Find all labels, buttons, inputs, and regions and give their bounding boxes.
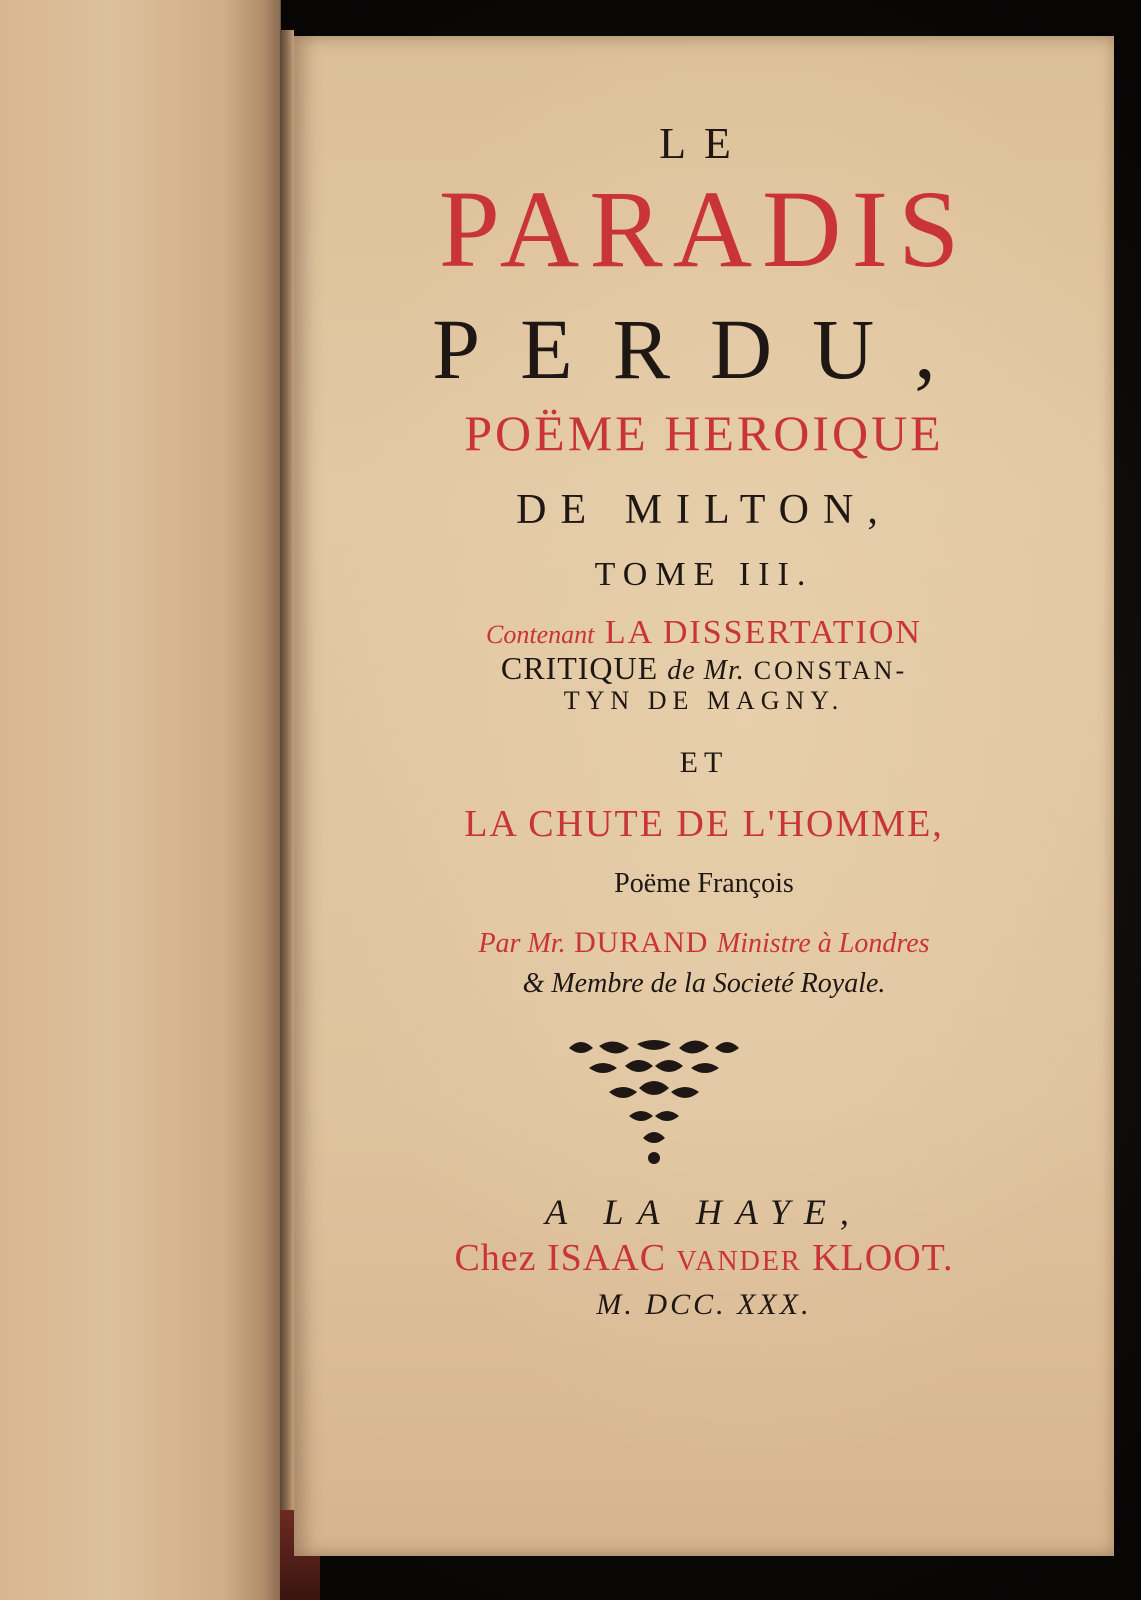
date-line: M. DCC. XXX.	[596, 1288, 812, 1321]
title-paradis: PARADIS	[438, 168, 970, 290]
par-line	[294, 926, 1114, 960]
critique-de: de Mr.	[667, 655, 745, 686]
et-line: ET	[679, 746, 729, 779]
left-page	[0, 0, 281, 1600]
par-mr: Par Mr.	[478, 928, 566, 959]
subtitle-poeme-heroique: POËME HEROIQUE	[464, 405, 944, 461]
kloot-text: KLOOT.	[812, 1237, 954, 1279]
place-line: A LA HAYE,	[545, 1192, 863, 1232]
title-perdu: PERDU,	[432, 301, 976, 397]
critique-main: CRITIQUE	[500, 650, 659, 686]
printers-ornament-icon	[559, 1036, 749, 1166]
title-le: LE	[659, 119, 749, 168]
tyn-line: TYN DE MAGNY.	[563, 686, 845, 715]
publisher-line	[294, 1236, 1114, 1280]
chez-text: Chez	[454, 1237, 537, 1279]
author-line: DE MILTON,	[516, 487, 892, 533]
poeme-francois-line: Poëme François	[614, 868, 794, 899]
chute-line: LA CHUTE DE L'HOMME,	[464, 803, 944, 845]
title-page	[294, 36, 1114, 1556]
durand-name: DURAND	[574, 926, 709, 959]
volume-line: TOME III.	[594, 556, 814, 593]
critique-line	[294, 650, 1114, 687]
contents-line	[294, 614, 1114, 652]
contenant-prefix: Contenant	[486, 620, 595, 649]
isaac-text: ISAAC	[547, 1237, 667, 1279]
contenant-main: LA DISSERTATION	[604, 614, 922, 651]
vander-text: VANDER	[676, 1246, 802, 1277]
ministre-text: Ministre à Londres	[716, 928, 930, 959]
critique-name: CONSTAN-	[753, 656, 908, 685]
membre-line: & Membre de la Societé Royale.	[522, 968, 886, 999]
